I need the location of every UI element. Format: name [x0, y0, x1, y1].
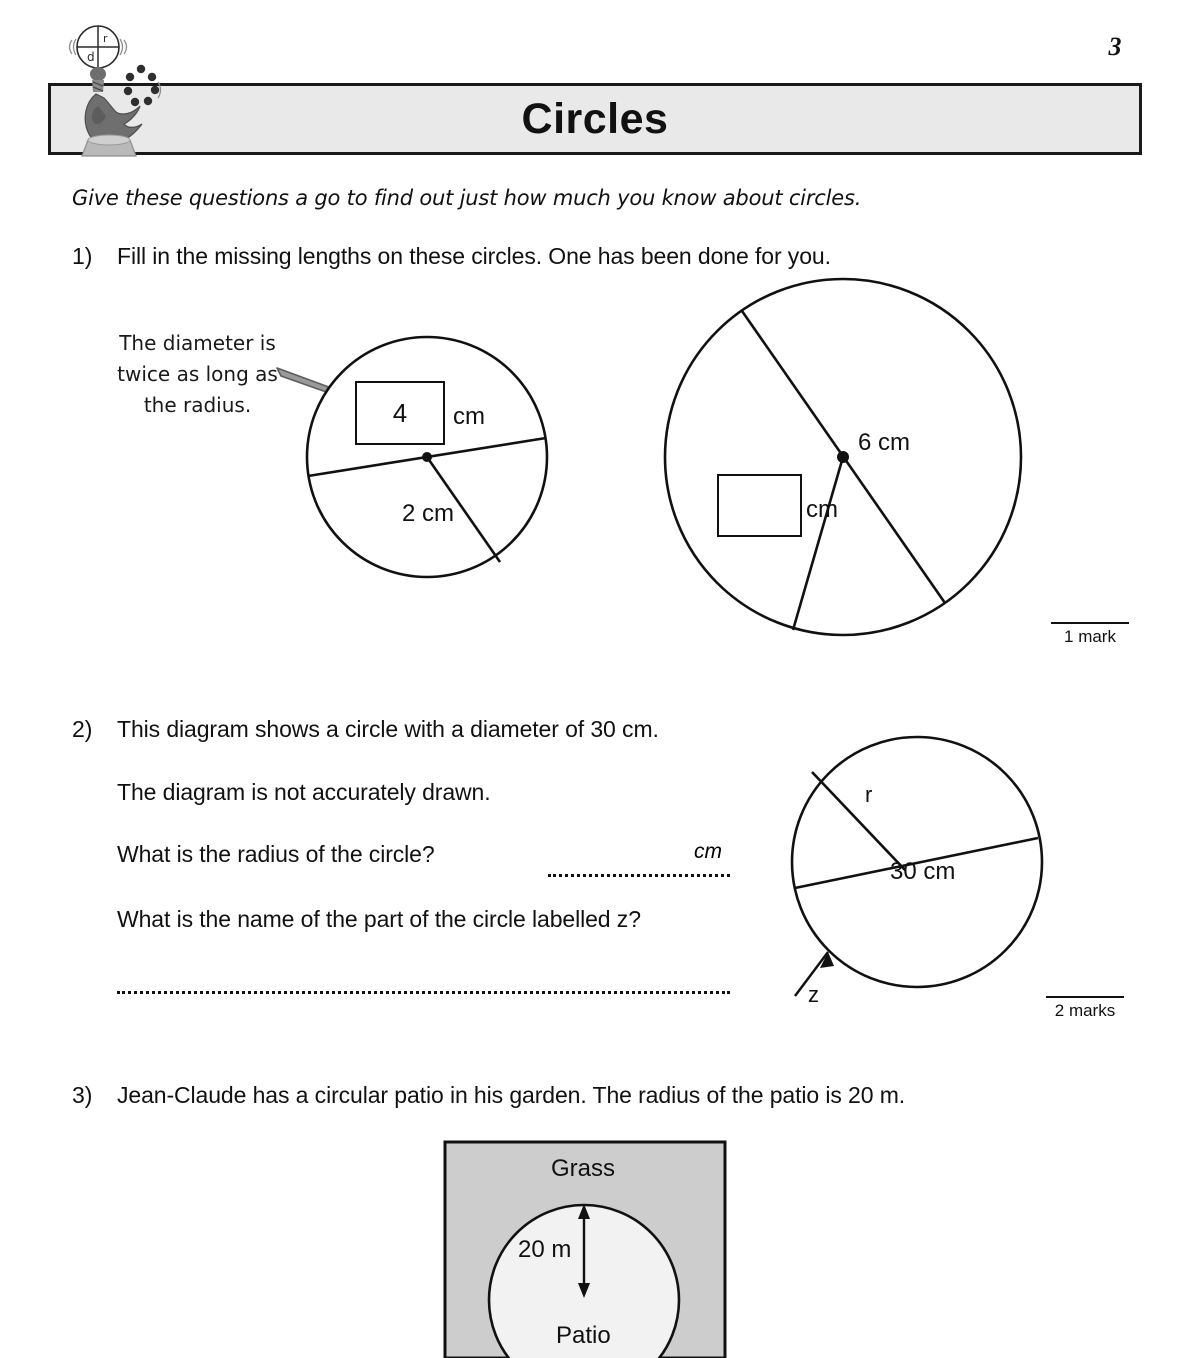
question-3-text: Jean-Claude has a circular patio in his garden. The radius of the patio is 20 m. — [117, 1082, 906, 1108]
question-2-line-2: The diagram is not accurately drawn. — [117, 779, 491, 805]
question-2-pointer-label: z — [808, 982, 819, 1007]
question-2-radius-label: r — [865, 782, 873, 807]
question-2-name-answer-line[interactable] — [117, 991, 730, 994]
question-1-large-circle-answer-box[interactable] — [717, 474, 802, 537]
question-2-marks — [1030, 996, 1140, 1021]
question-3-measure-label: 20 m — [518, 1236, 572, 1263]
question-1-text: Fill in the missing lengths on these circles. One has been done for you. — [117, 243, 831, 269]
marks-rule-1 — [1051, 622, 1129, 624]
question-2-marks-label: 2 marks — [1054, 1001, 1116, 1020]
question-1-large-circle-diameter-label: 6 cm — [858, 429, 911, 456]
question-1-small-circle-diagram — [300, 330, 560, 580]
question-1-large-circle-answer-value — [719, 476, 800, 535]
question-3-grass-label: Grass — [551, 1155, 616, 1182]
question-2-line-4: What is the name of the part of the circle labelled z? — [117, 906, 641, 932]
question-1-marks — [1035, 622, 1145, 647]
page-number: 3 — [1108, 32, 1122, 61]
question-1-marks-label: 1 mark — [1064, 627, 1116, 646]
question-2-line-1: This diagram shows a circle with a diameter of 30 cm. — [117, 716, 659, 742]
question-3-number: 3) — [72, 1082, 93, 1108]
question-1-large-circle-diagram — [645, 275, 1045, 640]
svg-text:r: r — [103, 32, 108, 45]
intro-text: Give these questions a go to find out just how much you know about circles. — [72, 186, 862, 210]
question-2-number: 2) — [72, 716, 93, 742]
page-title: Circles — [521, 94, 669, 143]
question-1-small-circle-radius-label: 2 cm — [402, 500, 455, 527]
question-1-small-circle-unit: cm — [453, 403, 485, 430]
question-1-large-circle-unit: cm — [806, 496, 838, 523]
question-1-small-circle-answer-value: 4 — [392, 397, 408, 428]
marks-rule-2 — [1046, 996, 1124, 998]
hint-line-1: The diameter is — [119, 331, 276, 355]
hint-line-3: the radius. — [143, 393, 252, 417]
question-1-number: 1) — [72, 243, 93, 269]
question-1-small-circle-answer-box[interactable] — [355, 381, 445, 445]
question-2-radius-unit: cm — [694, 840, 722, 863]
juggling-seal-icon — [58, 22, 168, 162]
question-2-line-3: What is the radius of the circle? — [117, 841, 435, 867]
question-3-patio-label: Patio — [556, 1322, 611, 1349]
svg-text:d: d — [87, 50, 95, 64]
hint-line-2: twice as long as — [117, 362, 278, 386]
question-2-radius-answer-line[interactable] — [548, 874, 730, 877]
question-2-diameter-label: 30 cm — [890, 858, 956, 885]
